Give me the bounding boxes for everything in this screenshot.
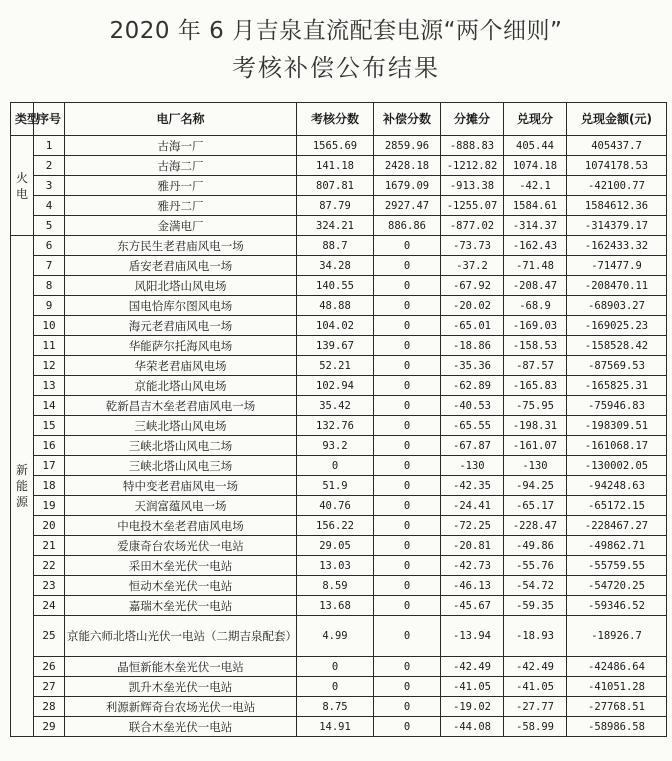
plant-name: 三峡北塔山风电场 <box>65 416 297 436</box>
assessment-score: 4.99 <box>297 616 374 657</box>
document-title-line1: 2020 年 6 月吉泉直流配套电源“两个细则” <box>109 18 563 44</box>
cash-score: -42.49 <box>504 657 567 677</box>
plant-name: 京能北塔山风电场 <box>65 376 297 396</box>
cash-score: 1074.18 <box>504 156 567 176</box>
assessment-score: 48.88 <box>297 296 374 316</box>
assessment-score: 139.67 <box>297 336 374 356</box>
cash-amount: -41051.28 <box>567 677 667 697</box>
plant-name: 采田木垒光伏一电站 <box>65 556 297 576</box>
share-score: -13.94 <box>441 616 504 657</box>
assessment-score: 1565.69 <box>297 136 374 156</box>
share-score: -888.83 <box>441 136 504 156</box>
cash-amount: -94248.63 <box>567 476 667 496</box>
plant-name: 三峡北塔山风电三场 <box>65 456 297 476</box>
plant-name: 金满电厂 <box>65 216 297 236</box>
cash-amount: -58986.58 <box>567 717 667 737</box>
plant-name: 国电恰库尔图风电场 <box>65 296 297 316</box>
cash-score: -130 <box>504 456 567 476</box>
plant-name: 雅丹一厂 <box>65 176 297 196</box>
share-score: -46.13 <box>441 576 504 596</box>
share-score: -44.08 <box>441 717 504 737</box>
plant-name: 古海一厂 <box>65 136 297 156</box>
table-row <box>11 336 667 356</box>
cash-score: -42.1 <box>504 176 567 196</box>
plant-name: 联合木垒光伏一电站 <box>65 717 297 737</box>
cash-amount: -161068.17 <box>567 436 667 456</box>
table-body <box>11 136 667 737</box>
table-row <box>11 596 667 616</box>
compensation-score: 2859.96 <box>374 136 441 156</box>
row-seq: 29 <box>34 717 65 737</box>
share-score: -877.02 <box>441 216 504 236</box>
cash-score: -158.53 <box>504 336 567 356</box>
cash-score: -208.47 <box>504 276 567 296</box>
cash-score: -55.76 <box>504 556 567 576</box>
compensation-score: 0 <box>374 236 441 256</box>
row-seq: 19 <box>34 496 65 516</box>
assessment-score: 35.42 <box>297 396 374 416</box>
compensation-score: 0 <box>374 516 441 536</box>
header-seq: 序号 <box>34 103 65 136</box>
assessment-score: 93.2 <box>297 436 374 456</box>
row-seq: 16 <box>34 436 65 456</box>
header-cash-score: 兑现分 <box>504 103 567 136</box>
share-score: -1212.82 <box>441 156 504 176</box>
cash-amount: -42100.77 <box>567 176 667 196</box>
assessment-score: 52.21 <box>297 356 374 376</box>
cash-amount: 1584612.36 <box>567 196 667 216</box>
cash-score: -65.17 <box>504 496 567 516</box>
compensation-result-table <box>10 102 667 737</box>
table-row <box>11 556 667 576</box>
compensation-score: 0 <box>374 416 441 436</box>
compensation-score: 2927.47 <box>374 196 441 216</box>
share-score: -73.73 <box>441 236 504 256</box>
assessment-score: 324.21 <box>297 216 374 236</box>
header-share-score: 分摊分 <box>441 103 504 136</box>
row-seq: 20 <box>34 516 65 536</box>
row-seq: 11 <box>34 336 65 356</box>
header-cash-amount: 兑现金额(元) <box>567 103 667 136</box>
table-row <box>11 176 667 196</box>
table-row <box>11 456 667 476</box>
cash-amount: -42486.64 <box>567 657 667 677</box>
cash-score: -161.07 <box>504 436 567 456</box>
header-assessment-score: 考核分数 <box>297 103 374 136</box>
plant-name: 中电投木垒老君庙风电场 <box>65 516 297 536</box>
cash-amount: 405437.7 <box>567 136 667 156</box>
compensation-score: 0 <box>374 536 441 556</box>
share-score: -67.87 <box>441 436 504 456</box>
plant-name: 古海二厂 <box>65 156 297 176</box>
row-seq: 22 <box>34 556 65 576</box>
compensation-score: 0 <box>374 616 441 657</box>
assessment-score: 156.22 <box>297 516 374 536</box>
plant-name: 盾安老君庙风电一场 <box>65 256 297 276</box>
cash-amount: -208470.11 <box>567 276 667 296</box>
row-seq: 13 <box>34 376 65 396</box>
compensation-score: 0 <box>374 697 441 717</box>
cash-score: -169.03 <box>504 316 567 336</box>
cash-amount: -59346.52 <box>567 596 667 616</box>
cash-amount: -162433.32 <box>567 236 667 256</box>
share-score: -65.01 <box>441 316 504 336</box>
table-row <box>11 316 667 336</box>
table-row <box>11 136 667 156</box>
row-seq: 6 <box>34 236 65 256</box>
share-score: -42.35 <box>441 476 504 496</box>
table-row <box>11 677 667 697</box>
row-seq: 3 <box>34 176 65 196</box>
row-seq: 5 <box>34 216 65 236</box>
assessment-score: 807.81 <box>297 176 374 196</box>
cash-amount: -54720.25 <box>567 576 667 596</box>
cash-amount: -228467.27 <box>567 516 667 536</box>
header-plant-name: 电厂名称 <box>65 103 297 136</box>
type-thermal: 火电 <box>11 136 34 236</box>
cash-amount: -87569.53 <box>567 356 667 376</box>
share-score: -24.41 <box>441 496 504 516</box>
assessment-score: 13.68 <box>297 596 374 616</box>
share-score: -65.55 <box>441 416 504 436</box>
cash-amount: -130002.05 <box>567 456 667 476</box>
row-seq: 2 <box>34 156 65 176</box>
cash-amount: -198309.51 <box>567 416 667 436</box>
compensation-score: 0 <box>374 596 441 616</box>
cash-score: -162.43 <box>504 236 567 256</box>
table-row <box>11 156 667 176</box>
row-seq: 14 <box>34 396 65 416</box>
table-row <box>11 516 667 536</box>
row-seq: 24 <box>34 596 65 616</box>
share-score: -42.73 <box>441 556 504 576</box>
cash-score: -49.86 <box>504 536 567 556</box>
plant-name: 风阳北塔山风电场 <box>65 276 297 296</box>
plant-name: 雅丹二厂 <box>65 196 297 216</box>
share-score: -42.49 <box>441 657 504 677</box>
cash-score: -165.83 <box>504 376 567 396</box>
row-seq: 12 <box>34 356 65 376</box>
compensation-score: 0 <box>374 496 441 516</box>
table-row <box>11 416 667 436</box>
document-title-line2: 考核补偿公布结果 <box>232 54 440 82</box>
share-score: -20.81 <box>441 536 504 556</box>
cash-amount: -18926.7 <box>567 616 667 657</box>
share-score: -35.36 <box>441 356 504 376</box>
share-score: -40.53 <box>441 396 504 416</box>
table-row <box>11 697 667 717</box>
assessment-score: 51.9 <box>297 476 374 496</box>
compensation-score: 0 <box>374 396 441 416</box>
row-seq: 18 <box>34 476 65 496</box>
cash-amount: -71477.9 <box>567 256 667 276</box>
plant-name: 特中变老君庙风电一场 <box>65 476 297 496</box>
plant-name: 海元老君庙风电一场 <box>65 316 297 336</box>
cash-score: -198.31 <box>504 416 567 436</box>
compensation-score: 2428.18 <box>374 156 441 176</box>
assessment-score: 8.75 <box>297 697 374 717</box>
table-row <box>11 657 667 677</box>
compensation-score: 0 <box>374 336 441 356</box>
cash-amount: -65172.15 <box>567 496 667 516</box>
plant-name: 凯升木垒光伏一电站 <box>65 677 297 697</box>
row-seq: 7 <box>34 256 65 276</box>
cash-score: 1584.61 <box>504 196 567 216</box>
cash-amount: -314379.17 <box>567 216 667 236</box>
plant-name: 三峡北塔山风电二场 <box>65 436 297 456</box>
cash-score: -59.35 <box>504 596 567 616</box>
plant-name: 嘉瑞木垒光伏一电站 <box>65 596 297 616</box>
compensation-score: 0 <box>374 717 441 737</box>
cash-score: 405.44 <box>504 136 567 156</box>
cash-score: -94.25 <box>504 476 567 496</box>
assessment-score: 140.55 <box>297 276 374 296</box>
assessment-score: 104.02 <box>297 316 374 336</box>
plant-name: 利源新辉奇台农场光伏一电站 <box>65 697 297 717</box>
compensation-score: 0 <box>374 657 441 677</box>
table-row <box>11 436 667 456</box>
table-row <box>11 536 667 556</box>
plant-name: 天润富蕴风电一场 <box>65 496 297 516</box>
share-score: -62.89 <box>441 376 504 396</box>
share-score: -130 <box>441 456 504 476</box>
share-score: -19.02 <box>441 697 504 717</box>
plant-name: 恒动木垒光伏一电站 <box>65 576 297 596</box>
row-seq: 8 <box>34 276 65 296</box>
row-seq: 25 <box>34 616 65 657</box>
assessment-score: 141.18 <box>297 156 374 176</box>
compensation-score: 0 <box>374 677 441 697</box>
compensation-score: 0 <box>374 276 441 296</box>
cash-amount: -165825.31 <box>567 376 667 396</box>
row-seq: 21 <box>34 536 65 556</box>
row-seq: 27 <box>34 677 65 697</box>
row-seq: 1 <box>34 136 65 156</box>
header-compensation-score: 补偿分数 <box>374 103 441 136</box>
cash-amount: -68903.27 <box>567 296 667 316</box>
table-row <box>11 196 667 216</box>
compensation-score: 1679.09 <box>374 176 441 196</box>
compensation-score: 0 <box>374 456 441 476</box>
share-score: -72.25 <box>441 516 504 536</box>
assessment-score: 0 <box>297 456 374 476</box>
cash-score: -314.37 <box>504 216 567 236</box>
assessment-score: 34.28 <box>297 256 374 276</box>
assessment-score: 29.05 <box>297 536 374 556</box>
assessment-score: 88.7 <box>297 236 374 256</box>
assessment-score: 87.79 <box>297 196 374 216</box>
table-row <box>11 236 667 256</box>
assessment-score: 0 <box>297 677 374 697</box>
assessment-score: 0 <box>297 657 374 677</box>
table-row <box>11 356 667 376</box>
plant-name: 华能萨尔托海风电场 <box>65 336 297 356</box>
row-seq: 10 <box>34 316 65 336</box>
table-row <box>11 496 667 516</box>
share-score: -67.92 <box>441 276 504 296</box>
cash-amount: -27768.51 <box>567 697 667 717</box>
share-score: -41.05 <box>441 677 504 697</box>
table-row <box>11 616 667 657</box>
assessment-score: 40.76 <box>297 496 374 516</box>
cash-amount: -75946.83 <box>567 396 667 416</box>
table-row <box>11 576 667 596</box>
share-score: -18.86 <box>441 336 504 356</box>
share-score: -20.02 <box>441 296 504 316</box>
row-seq: 15 <box>34 416 65 436</box>
plant-name: 京能六师北塔山光伏一电站（二期吉泉配套） <box>65 616 297 657</box>
table-row <box>11 376 667 396</box>
compensation-score: 0 <box>374 296 441 316</box>
cash-score: -71.48 <box>504 256 567 276</box>
compensation-score: 0 <box>374 376 441 396</box>
row-seq: 26 <box>34 657 65 677</box>
assessment-score: 102.94 <box>297 376 374 396</box>
share-score: -45.67 <box>441 596 504 616</box>
type-new-energy: 新能源 <box>11 236 34 737</box>
row-seq: 28 <box>34 697 65 717</box>
assessment-score: 13.03 <box>297 556 374 576</box>
assessment-score: 8.59 <box>297 576 374 596</box>
cash-amount: 1074178.53 <box>567 156 667 176</box>
cash-score: -228.47 <box>504 516 567 536</box>
share-score: -37.2 <box>441 256 504 276</box>
compensation-score: 886.86 <box>374 216 441 236</box>
assessment-score: 132.76 <box>297 416 374 436</box>
table-row <box>11 296 667 316</box>
cash-amount: -49862.71 <box>567 536 667 556</box>
row-seq: 23 <box>34 576 65 596</box>
plant-name: 乾新昌吉木垒老君庙风电一场 <box>65 396 297 416</box>
cash-score: -27.77 <box>504 697 567 717</box>
cash-amount: -169025.23 <box>567 316 667 336</box>
share-score: -1255.07 <box>441 196 504 216</box>
compensation-score: 0 <box>374 316 441 336</box>
compensation-score: 0 <box>374 356 441 376</box>
cash-score: -54.72 <box>504 576 567 596</box>
plant-name: 晶恒新能木垒光伏一电站 <box>65 657 297 677</box>
table-row <box>11 256 667 276</box>
table-row <box>11 476 667 496</box>
table-row <box>11 276 667 296</box>
plant-name: 东方民生老君庙风电一场 <box>65 236 297 256</box>
cash-amount: -158528.42 <box>567 336 667 356</box>
cash-score: -87.57 <box>504 356 567 376</box>
compensation-score: 0 <box>374 476 441 496</box>
cash-score: -58.99 <box>504 717 567 737</box>
row-seq: 17 <box>34 456 65 476</box>
plant-name: 华荣老君庙风电场 <box>65 356 297 376</box>
compensation-score: 0 <box>374 556 441 576</box>
header-type: 类型 <box>11 103 34 136</box>
plant-name: 爱康奇台农场光伏一电站 <box>65 536 297 556</box>
compensation-score: 0 <box>374 436 441 456</box>
table-row <box>11 396 667 416</box>
row-seq: 4 <box>34 196 65 216</box>
table-header-row <box>11 103 667 136</box>
cash-score: -75.95 <box>504 396 567 416</box>
table-row <box>11 216 667 236</box>
cash-score: -41.05 <box>504 677 567 697</box>
cash-score: -68.9 <box>504 296 567 316</box>
table-row <box>11 717 667 737</box>
assessment-score: 14.91 <box>297 717 374 737</box>
share-score: -913.38 <box>441 176 504 196</box>
compensation-score: 0 <box>374 256 441 276</box>
cash-score: -18.93 <box>504 616 567 657</box>
compensation-score: 0 <box>374 576 441 596</box>
cash-amount: -55759.55 <box>567 556 667 576</box>
row-seq: 9 <box>34 296 65 316</box>
